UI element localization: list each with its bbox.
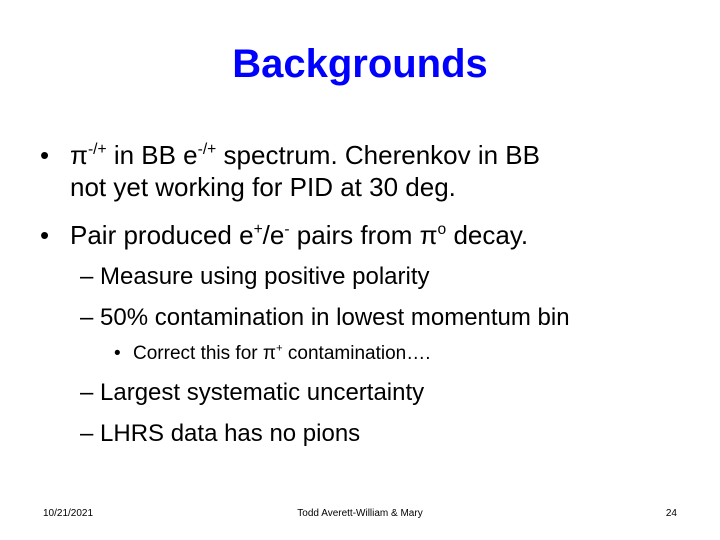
bullet-symbol: • — [40, 140, 50, 170]
superscript-text: -/+ — [87, 140, 107, 158]
text-segment: spectrum. Cherenkov in BB — [216, 140, 540, 170]
text-segment: Pair produced e — [70, 220, 254, 250]
text-segment: Correct this for π — [133, 343, 276, 364]
text-segment: decay. — [446, 220, 529, 250]
bullet-1-line-1 — [70, 140, 540, 171]
superscript-text: + — [253, 220, 263, 238]
sub-item-systematic: – Largest systematic uncertainty — [80, 379, 425, 406]
bullet-2-text — [70, 220, 528, 251]
subsub-bullet-symbol: • — [114, 343, 121, 364]
slide-title: Backgrounds — [232, 42, 488, 86]
text-segment: contamination…. — [282, 343, 431, 364]
subsub-item-correct — [133, 343, 431, 366]
text-segment: in BB e — [106, 140, 198, 170]
sub-item-lhrs: – LHRS data has no pions — [80, 420, 361, 447]
superscript-text: + — [275, 342, 283, 355]
text-segment: pairs from π — [289, 220, 438, 250]
text-segment: π — [70, 140, 88, 170]
bullet-1-line-2: not yet working for PID at 30 deg. — [70, 172, 456, 202]
footer-author: Todd Averett-William & Mary — [297, 508, 423, 519]
superscript-text: o — [437, 220, 447, 238]
footer-date: 10/21/2021 — [43, 508, 94, 519]
sub-item-contamination: – 50% contamination in lowest momentum bin — [80, 304, 570, 331]
bullet-symbol: • — [40, 220, 50, 250]
footer-page-number: 24 — [665, 508, 677, 519]
superscript-text: -/+ — [197, 140, 217, 158]
text-segment: /e — [262, 220, 285, 250]
sub-item-measure: – Measure using positive polarity — [80, 263, 430, 290]
superscript-text: - — [284, 220, 290, 238]
